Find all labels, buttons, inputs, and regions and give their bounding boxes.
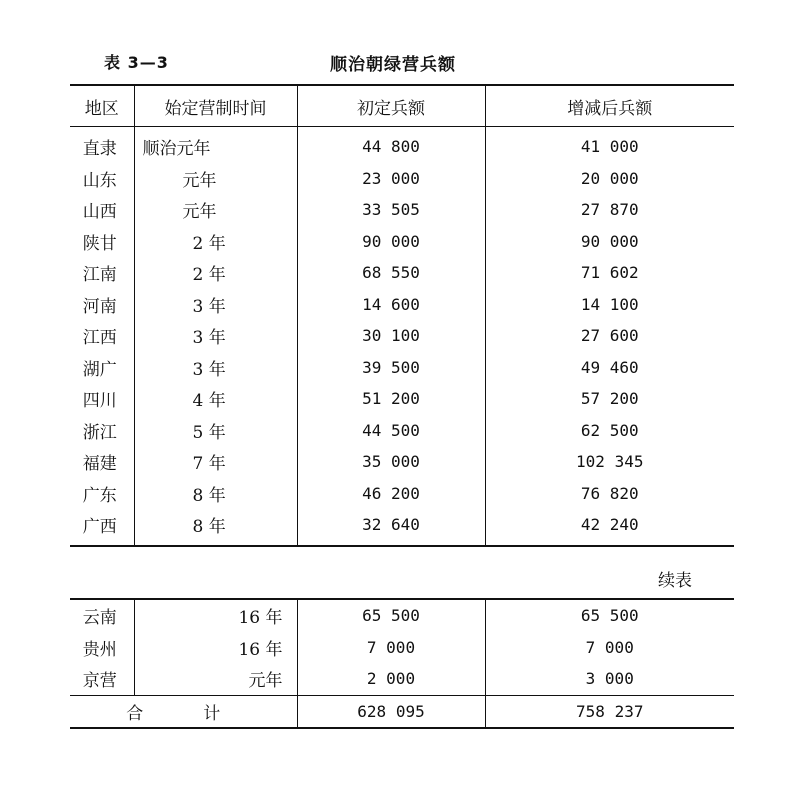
table-row — [70, 599, 734, 632]
initial-count-cell: 7 000 — [297, 632, 485, 664]
table-row — [70, 383, 734, 415]
adjusted-count-cell: 7 000 — [485, 632, 734, 664]
region-cell: 江南 — [82, 265, 117, 286]
year-cell: 元年 — [134, 663, 297, 695]
region-cell: 广西 — [70, 509, 134, 546]
year-cell: 3 年 — [134, 352, 297, 384]
adjusted-count-cell: 27 600 — [485, 320, 734, 352]
table-header-row — [70, 85, 734, 127]
region-cell: 贵州 — [82, 639, 117, 660]
region-cell: 四川 — [82, 391, 117, 412]
adjusted-count-cell: 102 345 — [485, 446, 734, 478]
adjusted-count-cell: 90 000 — [485, 226, 734, 258]
initial-count-cell: 30 100 — [297, 320, 485, 352]
initial-count-cell: 32 640 — [297, 509, 485, 546]
header-year: 始定营制时间 — [134, 85, 297, 127]
table-row — [70, 632, 734, 664]
initial-count-cell: 39 500 — [297, 352, 485, 384]
initial-count-cell: 35 000 — [297, 446, 485, 478]
table-row — [70, 478, 734, 510]
year-cell: 3 年 — [134, 320, 297, 352]
adjusted-count-cell: 41 000 — [485, 127, 734, 163]
table-number: 表 3—3 — [104, 53, 169, 72]
adjusted-count-cell: 49 460 — [485, 352, 734, 384]
initial-count-cell: 46 200 — [297, 478, 485, 510]
adjusted-count-cell: 71 602 — [485, 257, 734, 289]
initial-count-cell: 14 600 — [297, 289, 485, 321]
table-row — [70, 509, 734, 546]
initial-count-cell: 65 500 — [297, 599, 485, 632]
total-label: 合计 — [70, 695, 297, 728]
table-row — [70, 127, 734, 163]
troop-table — [70, 84, 734, 547]
region-cell: 江西 — [82, 328, 117, 349]
header-adjusted: 增减后兵额 — [485, 85, 734, 127]
region-cell: 云南 — [70, 599, 134, 632]
continuation-label: 续表 — [658, 571, 692, 591]
total-initial-cell: 628 095 — [297, 695, 485, 728]
continuation-table — [70, 598, 734, 729]
adjusted-count-cell: 76 820 — [485, 478, 734, 510]
initial-count-cell: 2 000 — [297, 663, 485, 695]
total-adjusted-cell: 758 237 — [485, 695, 734, 728]
table-row — [70, 257, 734, 289]
adjusted-count-cell: 65 500 — [485, 599, 734, 632]
initial-count-cell: 68 550 — [297, 257, 485, 289]
initial-count-cell: 44 800 — [297, 127, 485, 163]
table-row — [70, 320, 734, 352]
table-row — [70, 226, 734, 258]
year-cell: 顺治元年 — [134, 127, 297, 163]
year-cell: 7 年 — [134, 446, 297, 478]
year-cell: 16 年 — [134, 599, 297, 632]
year-cell: 2 年 — [134, 226, 297, 258]
initial-count-cell: 90 000 — [297, 226, 485, 258]
region-cell: 湖广 — [82, 359, 117, 380]
adjusted-count-cell: 27 870 — [485, 194, 734, 226]
total-row — [70, 695, 734, 728]
adjusted-count-cell: 42 240 — [485, 509, 734, 546]
year-cell: 元年 — [134, 194, 297, 226]
year-cell: 3 年 — [134, 289, 297, 321]
region-cell: 山西 — [82, 202, 117, 223]
year-cell: 16 年 — [134, 632, 297, 664]
region-cell: 广东 — [82, 485, 117, 506]
initial-count-cell: 23 000 — [297, 163, 485, 195]
region-cell: 京营 — [82, 671, 117, 692]
region-cell: 陕甘 — [82, 233, 117, 254]
region-cell: 河南 — [82, 296, 117, 317]
initial-count-cell: 33 505 — [297, 194, 485, 226]
adjusted-count-cell: 20 000 — [485, 163, 734, 195]
initial-count-cell: 44 500 — [297, 415, 485, 447]
region-cell: 直隶 — [82, 139, 117, 160]
table-row — [70, 446, 734, 478]
table-row — [70, 352, 734, 384]
year-cell: 8 年 — [134, 509, 297, 546]
table-title: 顺治朝绿营兵额 — [330, 55, 456, 75]
adjusted-count-cell: 3 000 — [485, 663, 734, 695]
region-cell: 山东 — [82, 170, 117, 191]
year-cell: 5 年 — [134, 415, 297, 447]
year-cell: 元年 — [134, 163, 297, 195]
region-cell: 福建 — [82, 454, 117, 475]
adjusted-count-cell: 14 100 — [485, 289, 734, 321]
adjusted-count-cell: 57 200 — [485, 383, 734, 415]
year-cell: 4 年 — [134, 383, 297, 415]
table-row — [70, 194, 734, 226]
year-cell: 2 年 — [134, 257, 297, 289]
adjusted-count-cell: 62 500 — [485, 415, 734, 447]
header-initial: 初定兵额 — [297, 85, 485, 127]
table-row — [70, 163, 734, 195]
region-cell: 浙江 — [82, 422, 117, 443]
table-row — [70, 415, 734, 447]
year-cell: 8 年 — [134, 478, 297, 510]
table-row — [70, 663, 734, 695]
header-region: 地区 — [70, 85, 134, 127]
initial-count-cell: 51 200 — [297, 383, 485, 415]
table-row — [70, 289, 734, 321]
